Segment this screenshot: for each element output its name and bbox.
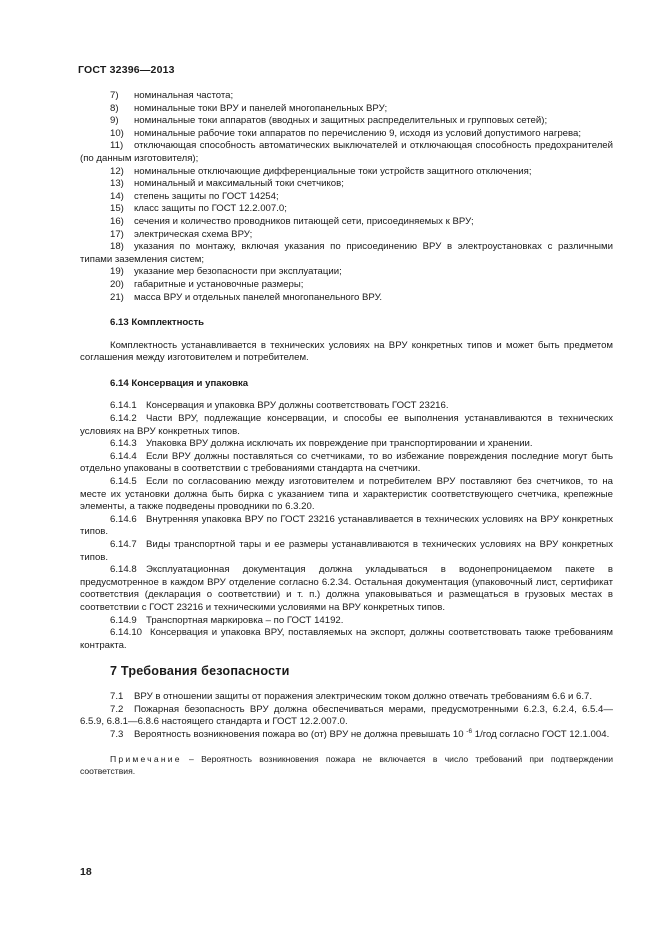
document-body xyxy=(80,90,613,778)
subsection-number: 6.14.9 xyxy=(110,614,137,626)
list-item-text: указания по монтажу, включая указания по присоединению ВРУ в электроустановках с различными типами заземления систем; xyxy=(80,241,613,265)
list-item xyxy=(80,229,613,242)
subsection-number: 6.14.7 xyxy=(110,539,137,550)
section-6-14-items xyxy=(80,400,613,652)
list-item-number: 15) xyxy=(110,203,124,215)
list-item-number: 14) xyxy=(110,190,124,202)
subsection-number: 6.14.5 xyxy=(110,476,137,488)
list-item xyxy=(80,266,613,279)
exponent: -6 xyxy=(466,727,473,735)
paragraph-7-3 xyxy=(80,729,613,742)
document-header: ГОСТ 32396—2013 xyxy=(78,64,175,76)
requirements-list xyxy=(80,90,613,304)
section-6-13-text: Комплектность устанавливается в технических условиях на ВРУ конкретных типов и может быть предметом соглашения между изготовителем и потребителем. xyxy=(80,339,613,364)
list-item xyxy=(80,90,613,103)
list-item xyxy=(80,140,613,165)
list-item-text: масса ВРУ и отдельных панелей многопанельного ВРУ. xyxy=(134,291,383,303)
list-item-text: номинальные отключающие дифференциальные токи устройств защитного отключения; xyxy=(134,165,532,177)
list-item-number: 16) xyxy=(110,215,124,227)
subsection-number: 6.14.3 xyxy=(110,438,137,450)
subsection-text: Эксплуатационная документация должна укладываться в водонепроницаемом пакете в предусмотренное в каждом ВРУ отделение согласно 6.2.34. Остальная документация (упаковочный лист, сертификат соответствия (декларация о соответствии) и т. п.) должна упаковываться и размещаться в грузовых местах в соответствии с ГОСТ 23216 и техническими условиями на ВРУ конкретных типов. xyxy=(80,564,613,613)
subsection-item xyxy=(80,476,613,514)
list-item-number: 7) xyxy=(110,90,119,101)
note-text: – Вероятность возникновения пожара не включается в число требований при подтверждении соответствия. xyxy=(80,754,613,776)
section-6-14-heading: 6.14 Консервация и упаковка xyxy=(110,377,249,389)
subsection-text: Консервация и упаковка ВРУ должны соответствовать ГОСТ 23216. xyxy=(146,400,449,412)
list-item-text: номинальные токи ВРУ и панелей многопанельных ВРУ; xyxy=(134,102,388,114)
list-item-text: степень защиты по ГОСТ 14254; xyxy=(134,190,279,202)
list-item xyxy=(80,216,613,229)
subsection-item xyxy=(80,514,613,539)
list-item-number: 13) xyxy=(110,178,124,190)
subsection-number: 6.14.6 xyxy=(110,513,137,525)
paragraph-7-2 xyxy=(80,704,613,729)
note-label: Примечание xyxy=(110,754,182,765)
list-item-text: номинальные рабочие токи аппаратов по перечислению 9, исходя из условий допустимого нагрева; xyxy=(134,127,582,139)
list-item xyxy=(80,203,613,216)
subsection-text: Виды транспортной тары и ее размеры устанавливаются в технических условиях на ВРУ конкретных типов. xyxy=(80,539,613,563)
list-item-text: электрическая схема ВРУ; xyxy=(134,228,253,240)
subsection-text: Внутренняя упаковка ВРУ по ГОСТ 23216 устанавливается в технических условиях на ВРУ конкретных типов. xyxy=(80,513,613,538)
list-item-number: 9) xyxy=(110,115,119,127)
list-item-text: номинальная частота; xyxy=(134,90,234,101)
list-item xyxy=(80,292,613,305)
list-item-number: 18) xyxy=(110,241,124,253)
subsection-text: Если ВРУ должны поставляться со счетчиками, то во избежание повреждения последние могут быть отдельно упакованы в соответствии с требованиями стандарта на счетчики. xyxy=(80,450,613,475)
paragraph-7-1 xyxy=(80,691,613,704)
subsection-item xyxy=(80,615,613,628)
list-item-text: указание мер безопасности при эксплуатации; xyxy=(134,266,342,278)
paragraph-number: 7.1 xyxy=(110,690,124,702)
list-item-number: 20) xyxy=(110,278,124,290)
subsection-item xyxy=(80,438,613,451)
list-item-text: сечения и количество проводников питающей сети, присоединяемых к ВРУ; xyxy=(134,215,474,227)
subsection-text: Упаковка ВРУ должна исключать их повреждение при транспортировании и хранении. xyxy=(146,438,533,450)
list-item xyxy=(80,103,613,116)
list-item-number: 21) xyxy=(110,291,124,303)
list-item-text: номинальный и максимальный токи счетчиков; xyxy=(134,178,344,190)
paragraph-text: Вероятность возникновения пожара во (от) ВРУ не должна превышать 10 xyxy=(134,728,464,740)
page-number: 18 xyxy=(80,866,92,878)
subsection-number: 6.14.8 xyxy=(110,564,137,576)
subsection-number: 6.14.4 xyxy=(110,450,137,462)
list-item xyxy=(80,115,613,128)
note xyxy=(80,754,613,777)
section-6-13-heading: 6.13 Комплектность xyxy=(110,317,205,329)
subsection-number: 6.14.10 xyxy=(110,627,143,639)
subsection-text: Части ВРУ, подлежащие консервации, и способы ее выполнения устанавливаются в технических условиях на ВРУ конкретных типов. xyxy=(80,413,613,437)
list-item xyxy=(80,241,613,266)
list-item xyxy=(80,191,613,204)
list-item-text: класс защиты по ГОСТ 12.2.007.0; xyxy=(134,203,287,215)
list-item-number: 8) xyxy=(110,102,119,114)
list-item-text: номинальные токи аппаратов (вводных и защитных распределительных и групповых сетей); xyxy=(134,115,548,127)
list-item-number: 19) xyxy=(110,266,124,278)
subsection-number: 6.14.2 xyxy=(110,413,137,425)
subsection-text: Если по согласованию между изготовителем и потребителем ВРУ поставляют без счетчиков, то на месте их установки должна быть бирка с указанием типа и характеристик соответствующего счетчика, крепежные элементы, а также подведены проводники по 6.3.20. xyxy=(80,476,613,513)
list-item-number: 12) xyxy=(110,165,124,177)
list-item xyxy=(80,178,613,191)
paragraph-text: Пожарная безопасность ВРУ должна обеспечиваться мерами, предусмотренными 6.2.3, 6.2.4, 6.5.4—6.5.9, 6.8.1—6.8.6 настоящего стандарта и ГОСТ 12.2.007.0. xyxy=(80,703,613,728)
subsection-item xyxy=(80,564,613,614)
subsection-text: Транспортная маркировка – по ГОСТ 14192. xyxy=(146,614,344,626)
subsection-item xyxy=(80,413,613,438)
subsection-number: 6.14.1 xyxy=(110,400,137,412)
paragraph-text: ВРУ в отношении защиты от поражения электрическим током должно отвечать требованиям 6.6 и 6.7. xyxy=(134,690,593,702)
paragraph-number: 7.3 xyxy=(110,728,124,740)
list-item-text: отключающая способность автоматических выключателей и отключающая способность предохранителей (по данным изготовителя); xyxy=(80,140,613,164)
subsection-item xyxy=(80,539,613,564)
list-item-number: 17) xyxy=(110,228,124,240)
list-item xyxy=(80,166,613,179)
paragraph-number: 7.2 xyxy=(110,703,124,715)
list-item xyxy=(80,128,613,141)
list-item xyxy=(80,279,613,292)
paragraph-text-continued: 1/год согласно ГОСТ 12.1.004. xyxy=(474,728,610,740)
subsection-item xyxy=(80,451,613,476)
list-item-number: 11) xyxy=(110,140,124,152)
subsection-item xyxy=(80,400,613,413)
subsection-item xyxy=(80,627,613,652)
section-7-heading: 7 Требования безопасности xyxy=(110,664,290,679)
list-item-text: габаритные и установочные размеры; xyxy=(134,278,304,290)
subsection-text: Консервация и упаковка ВРУ, поставляемых на экспорт, должны соответствовать также требованиям контракта. xyxy=(80,627,613,651)
list-item-number: 10) xyxy=(110,127,124,139)
